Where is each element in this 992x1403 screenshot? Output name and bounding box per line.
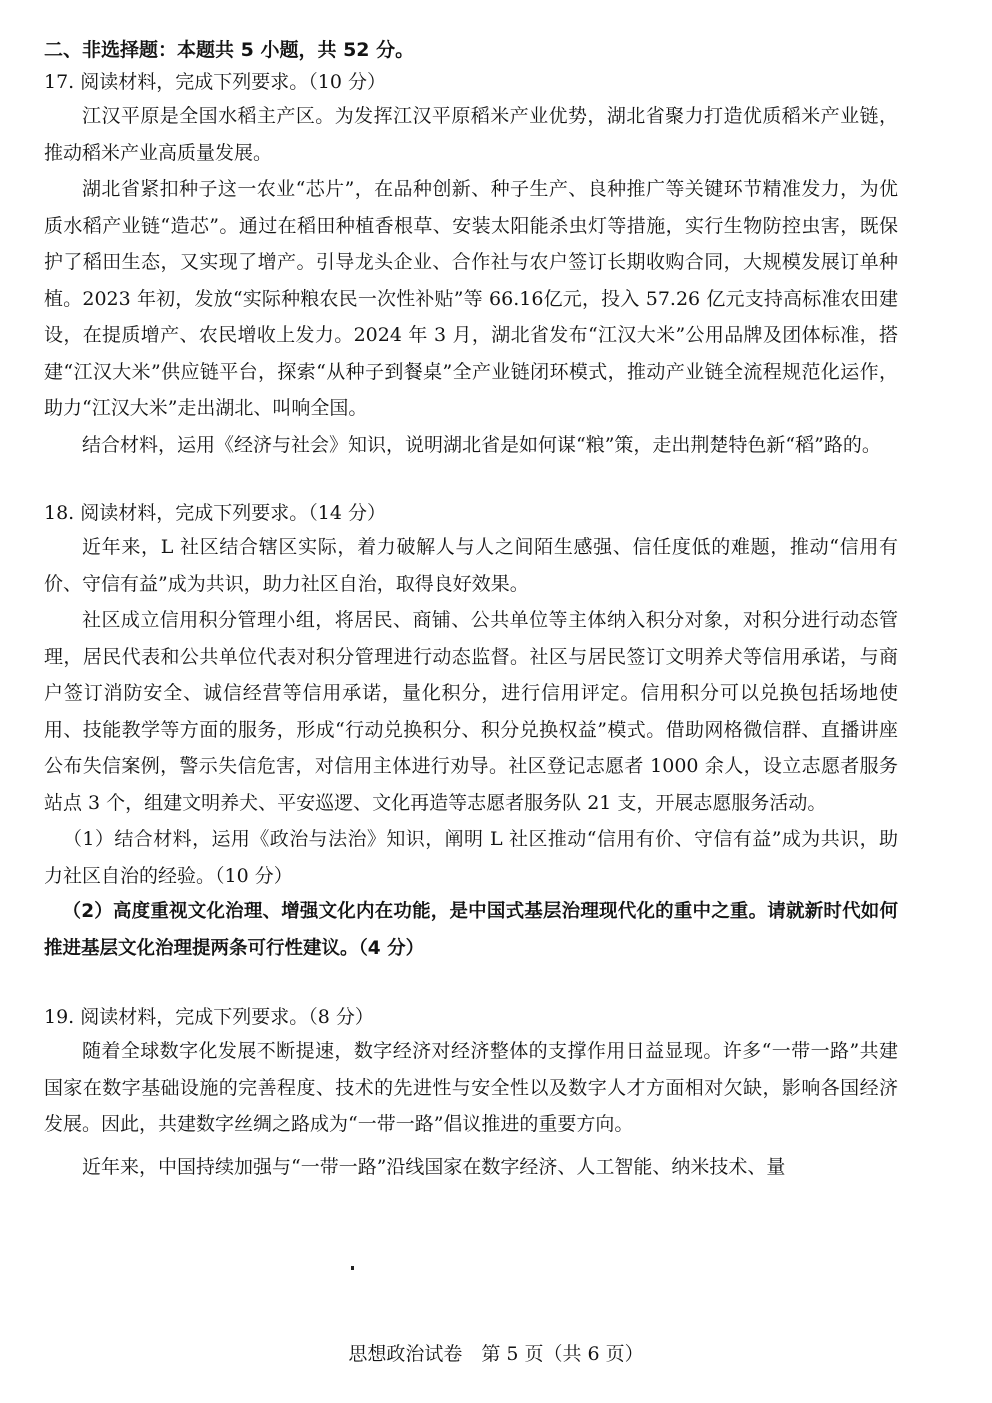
material-paragraph: 近年来，L 社区结合辖区实际，着力破解人与人之间陌生感强、信任度低的难题，推动“信用有价、守信有益”成为共识，助力社区自治，取得良好效果。 <box>44 536 898 595</box>
question-17 <box>44 66 898 463</box>
question-19 <box>44 1001 898 1185</box>
material-paragraph: 江汉平原是全国水稻主产区。为发挥江汉平原稻米产业优势，湖北省聚力打造优质稻米产业链，推动稻米产业高质量发展。 <box>44 105 898 164</box>
material-paragraph: 随着全球数字化发展不断提速，数字经济对经济整体的支撑作用日益显现。许多“一带一路”共建国家在数字基础设施的完善程度、技术的先进性与安全性以及数字人才方面相对欠缺，影响各国经济发展。因此，共建数字丝绸之路成为“一带一路”倡议推进的重要方向。 <box>44 1040 898 1135</box>
question-prompt: 结合材料，运用《经济与社会》知识，说明湖北省是如何谋“粮”策，走出荆楚特色新“稻”路的。 <box>82 433 881 456</box>
subquestion-2: （2）高度重视文化治理、增强文化内在功能，是中国式基层治理现代化的重中之重。请就新时代如何推进基层文化治理提两条可行性建议。（4 分） <box>44 901 898 959</box>
page-footer: 思想政治试卷 第 5 页（共 6 页） <box>348 1343 644 1365</box>
question-18 <box>44 497 898 967</box>
material-paragraph: 近年来，中国持续加强与“一带一路”沿线国家在数字经济、人工智能、纳米技术、量 <box>82 1155 786 1178</box>
question-title: 18. 阅读材料，完成下列要求。（14 分） <box>44 502 386 524</box>
ink-speck <box>351 1266 354 1270</box>
question-title: 19. 阅读材料，完成下列要求。（8 分） <box>44 1006 374 1028</box>
subquestion-1: （1）结合材料，运用《政治与法治》知识，阐明 L 社区推动“信用有价、守信有益”成为共识，助力社区自治的经验。（10 分） <box>44 828 898 887</box>
material-paragraph: 社区成立信用积分管理小组，将居民、商铺、公共单位等主体纳入积分对象，对积分进行动态管理，居民代表和公共单位代表对积分管理进行动态监督。社区与居民签订文明养犬等信用承诺，与商户签订消防安全、诚信经营等信用承诺，量化积分，进行信用评定。信用积分可以兑换包括场地使用、技能教学等方面的服务，形成“行动兑换积分、积分兑换权益”模式。借助网格微信群、直播讲座公布失信案例，警示失信危害，对信用主体进行劝导。社区登记志愿者 1000 余人，设立志愿者服务站点 3 个，组建文明养犬、平安巡逻、文化再造等志愿者服务队 21 支，开展志愿服务活动。 <box>44 609 898 814</box>
section-header: 二、非选择题：本题共 5 小题，共 52 分。 <box>44 39 415 61</box>
material-paragraph: 湖北省紧扣种子这一农业“芯片”，在品种创新、种子生产、良种推广等关键环节精准发力，为优质水稻产业链“造芯”。通过在稻田种植香根草、安装太阳能杀虫灯等措施，实行生物防控虫害，既保护了稻田生态，又实现了增产。引导龙头企业、合作社与农户签订长期收购合同，大规模发展订单种植。2023 年初，发放“实际种粮农民一次性补贴”等 66.16亿元，投入 57.26 亿元支持高标准农田建设，在提质增产、农民增收上发力。2024 年 3 月，湖北省发布“江汉大米”公用品牌及团体标准，搭建“江汉大米”供应链平台，探索“从种子到餐桌”全产业链闭环模式，推动产业链全流程规范化运作，助力“江汉大米”走出湖北、叫响全国。 <box>44 178 898 419</box>
question-title: 17. 阅读材料，完成下列要求。（10 分） <box>44 71 386 93</box>
